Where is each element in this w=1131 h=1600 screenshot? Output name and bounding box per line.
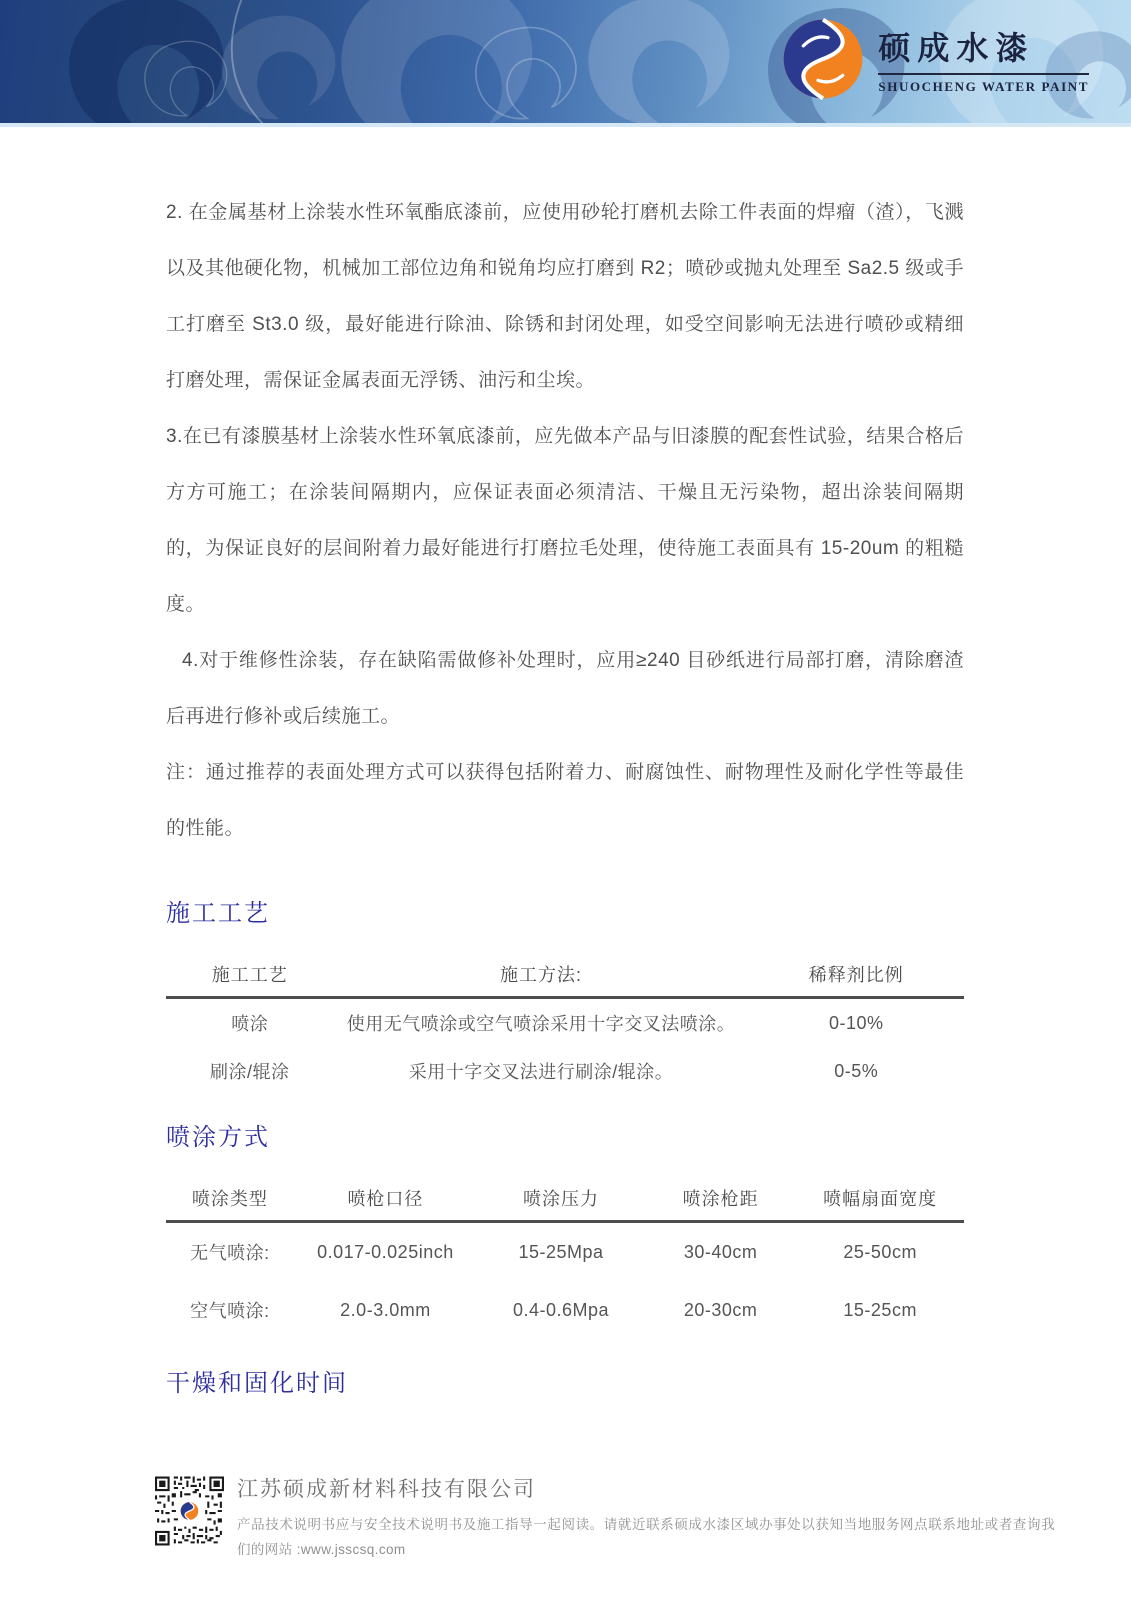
cell-thinner-ratio: 0-5% <box>834 1060 879 1081</box>
footer <box>155 1476 1055 1562</box>
column-header: 施工工艺 <box>211 965 288 985</box>
header-banner <box>0 0 1131 127</box>
table-header-row <box>166 961 964 999</box>
column-header: 喷枪口径 <box>347 1189 424 1209</box>
brand-text <box>878 23 1089 95</box>
column-header: 喷涂枪距 <box>682 1189 759 1209</box>
cell-spray-type: 无气喷涂: <box>190 1243 270 1263</box>
cell-process: 喷涂 <box>231 1014 269 1034</box>
table-header-row <box>166 1185 964 1223</box>
cell-nozzle-size: 2.0-3.0mm <box>340 1299 431 1320</box>
cell-fan-width: 15-25cm <box>843 1299 917 1320</box>
table-row <box>166 1047 964 1095</box>
paragraph-note: 注：通过推荐的表面处理方式可以获得包括附着力、耐腐蚀性、耐物理性及耐化学性等最佳的性能。 <box>166 762 964 839</box>
cell-pressure: 0.4-0.6Mpa <box>512 1299 610 1320</box>
table-row <box>166 999 964 1047</box>
cell-process: 刷涂/辊涂 <box>210 1062 290 1082</box>
section-title-drying-curing: 干燥和固化时间 <box>166 1370 348 1397</box>
cell-nozzle-size: 0.017-0.025inch <box>317 1241 454 1262</box>
cell-spray-type: 空气喷涂: <box>190 1301 270 1321</box>
paragraph-repair-coating: 4.对于维修性涂装，存在缺陷需做修补处理时，应用≥240 目砂纸进行局部打磨，清除磨渣后再进行修补或后续施工。 <box>166 650 964 727</box>
cell-thinner-ratio: 0-10% <box>828 1012 884 1033</box>
cell-gun-distance: 20-30cm <box>683 1299 758 1320</box>
column-header: 稀释剂比例 <box>808 965 904 985</box>
table-row <box>166 1281 964 1339</box>
column-header: 喷涂压力 <box>522 1189 599 1209</box>
spray-method-table <box>166 1185 964 1339</box>
brand-name-en: SHUOCHENG WATER PAINT <box>878 79 1089 94</box>
cell-gun-distance: 30-40cm <box>683 1241 758 1262</box>
qr-code-image <box>155 1476 224 1546</box>
column-header: 喷幅扇面宽度 <box>823 1189 938 1209</box>
qr-code <box>155 1476 224 1546</box>
cell-pressure: 15-25Mpa <box>518 1241 604 1262</box>
footer-text <box>237 1476 1055 1562</box>
table-row <box>166 1223 964 1281</box>
footer-note: 产品技术说明书应与安全技术说明书及施工指导一起阅读。请就近联系硕成水漆区域办事处以获知当地服务网点联系地址或者查询我们的网站 :www.jsscsq.com <box>237 1517 1055 1557</box>
cell-fan-width: 25-50cm <box>843 1241 917 1262</box>
brand-logo <box>782 18 1089 100</box>
paragraph-metal-substrate-prep: 2. 在金属基材上涂装水性环氧酯底漆前，应使用砂轮打磨机去除工件表面的焊瘤（渣），飞溅以及其他硬化物，机械加工部位边角和锐角均应打磨到 R2；喷砂或抛丸处理至 Sa2.5 级或手工打磨至 St3.0 级，最好能进行除油、除锈和封闭处理，如受空间影响无法进行喷砂或精细打磨处理，需保证金属表面无浮锈、油污和尘埃。 <box>166 202 964 391</box>
brand-name-cn: 硕成水漆 <box>878 23 1089 75</box>
column-header: 施工方法: <box>500 965 583 985</box>
section-title-construction-process: 施工工艺 <box>166 900 270 927</box>
cell-method: 使用无气喷涂或空气喷涂采用十字交叉法喷涂。 <box>346 1014 736 1034</box>
column-header: 喷涂类型 <box>191 1189 268 1209</box>
section-title-spray-method: 喷涂方式 <box>166 1124 270 1151</box>
brand-emblem-icon <box>782 18 864 100</box>
company-name: 江苏硕成新材料科技有限公司 <box>237 1478 536 1501</box>
document-body <box>0 127 1131 1401</box>
paragraph-existing-paint-film: 3.在已有漆膜基材上涂装水性环氧底漆前，应先做本产品与旧漆膜的配套性试验，结果合格后方方可施工；在涂装间隔期内，应保证表面必须清洁、干燥且无污染物，超出涂装间隔期的，为保证良好的层间附着力最好能进行打磨拉毛处理，使待施工表面具有 15-20um 的粗糙度。 <box>166 426 964 615</box>
construction-process-table <box>166 961 964 1095</box>
cell-method: 采用十字交叉法进行刷涂/辊涂。 <box>408 1062 674 1082</box>
